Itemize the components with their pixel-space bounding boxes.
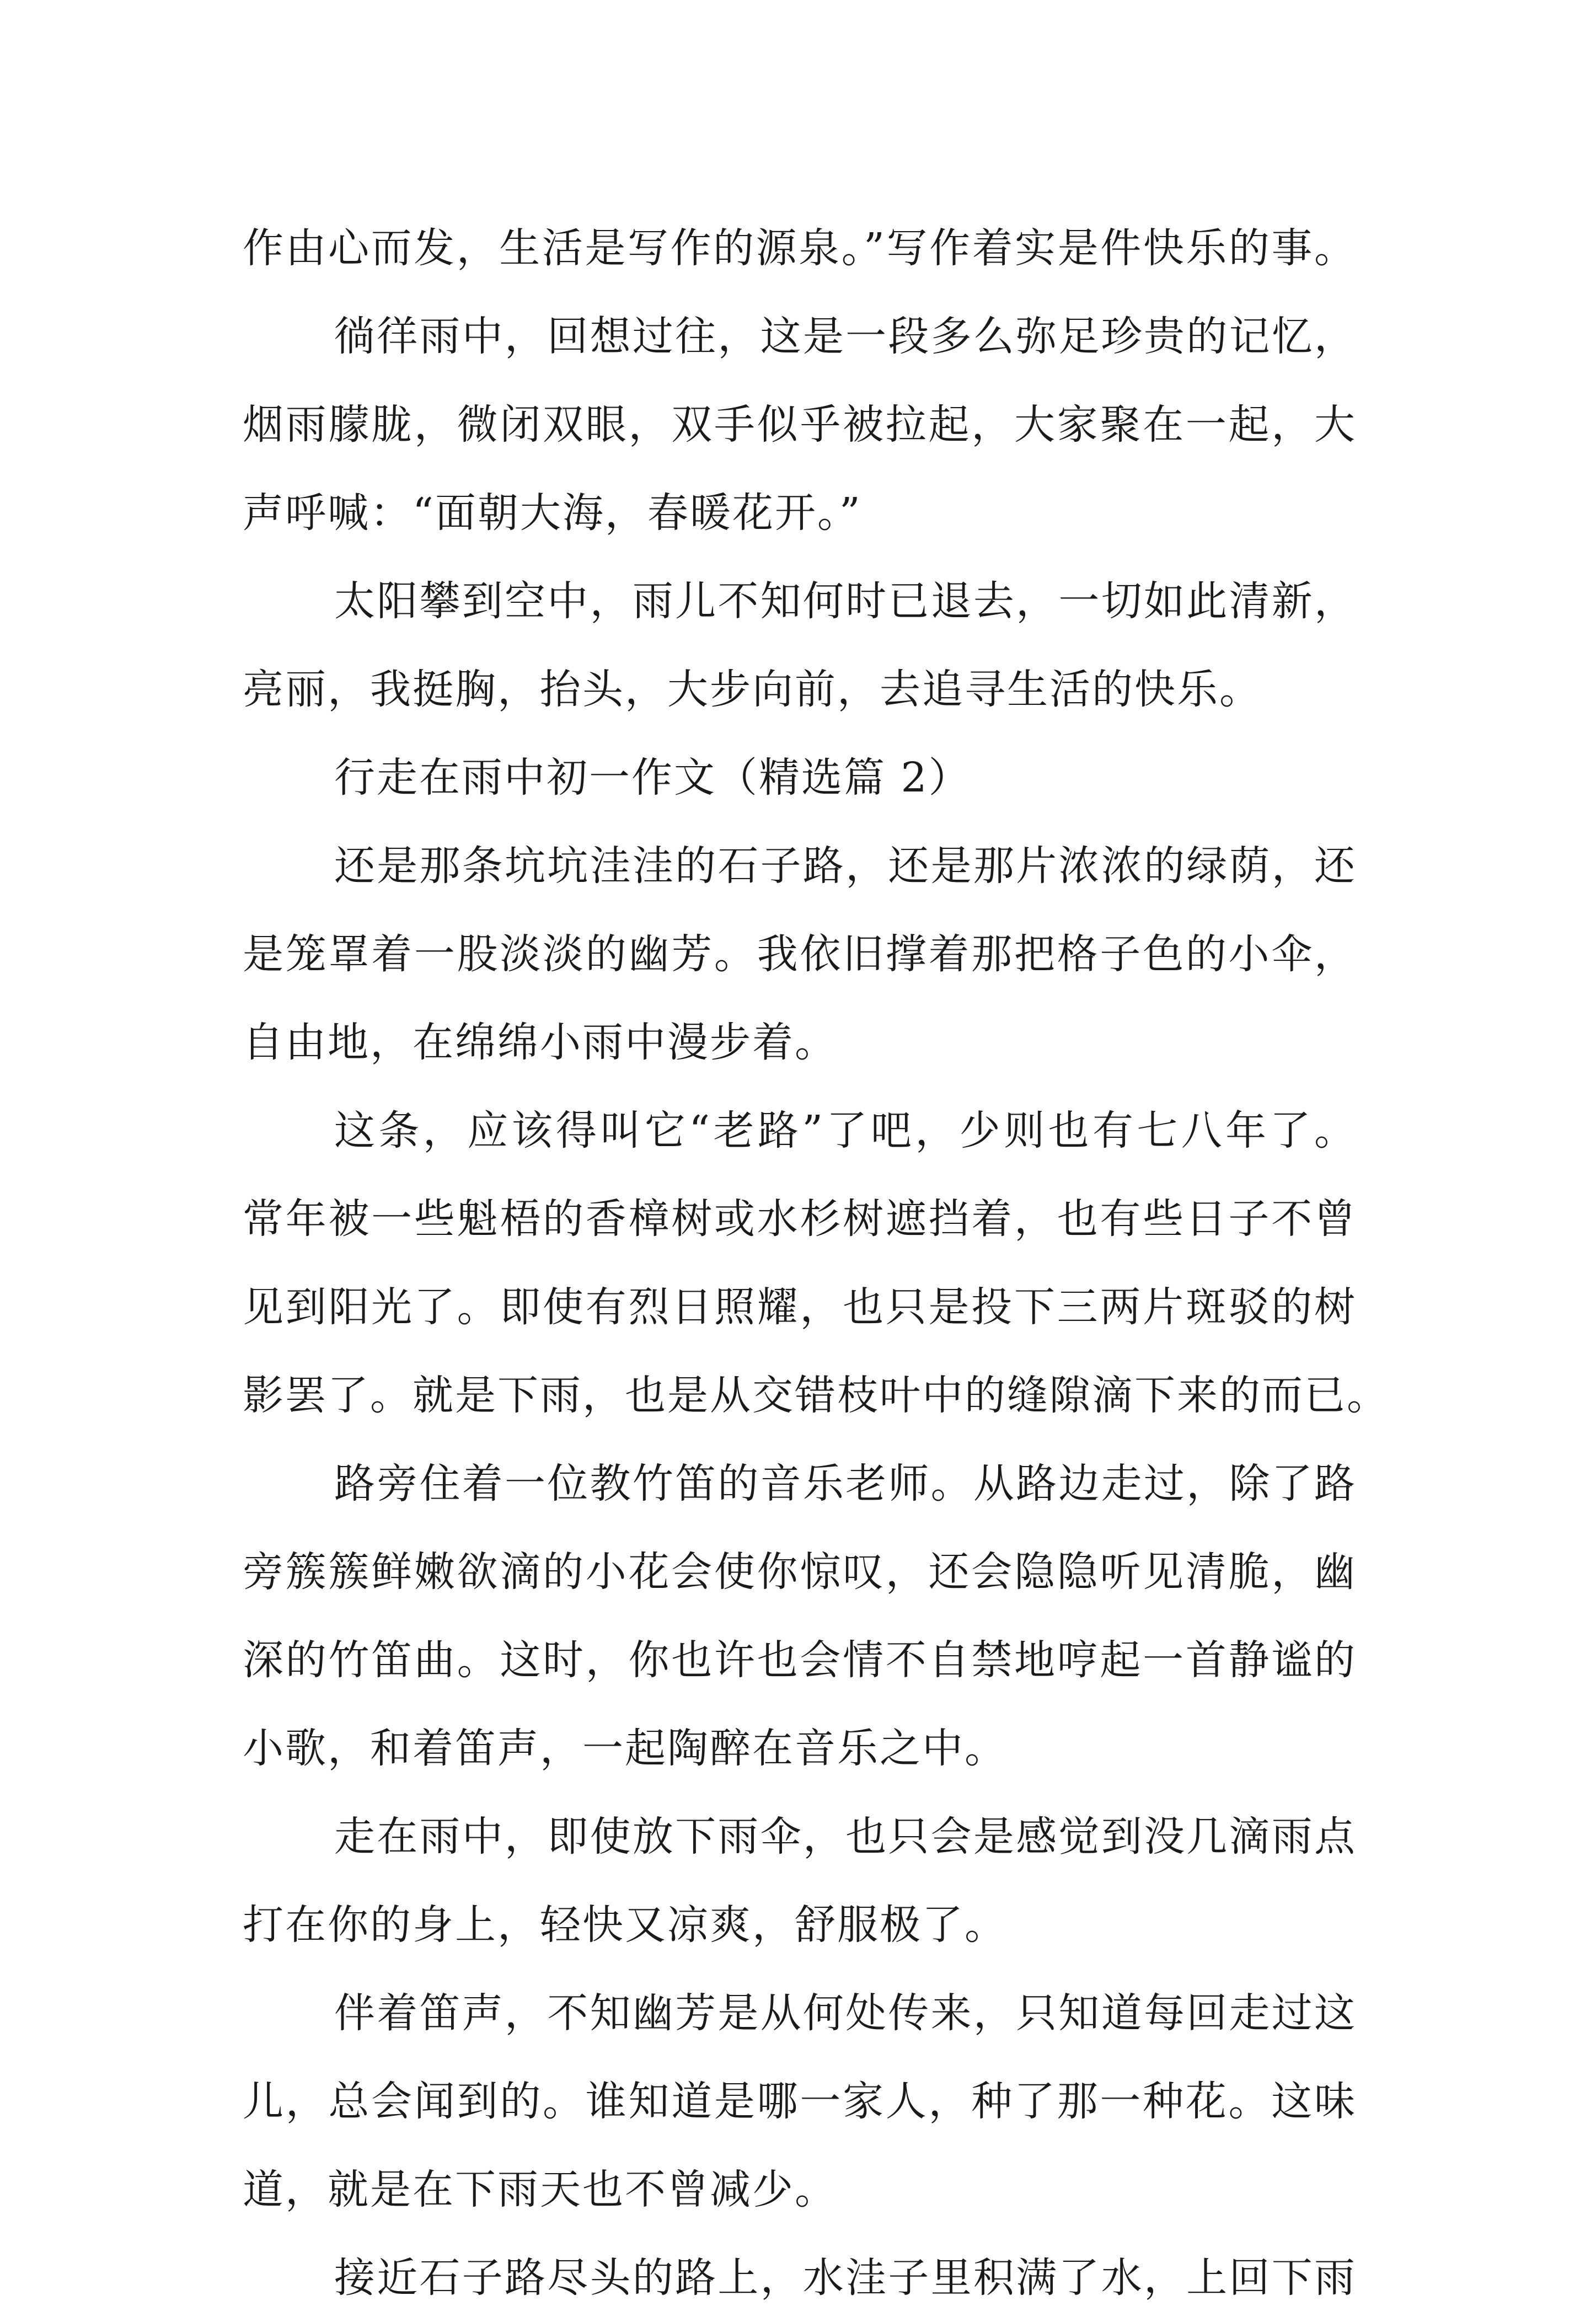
- text-line: 儿，总会闻到的。谁知道是哪一家人，种了那一种花。这味: [243, 2078, 1357, 2125]
- text-line: 道，就是在下雨天也不曾减少。: [243, 2166, 837, 2213]
- text-line: 亮丽，我挺胸，抬头，大步向前，去追寻生活的快乐。: [243, 666, 1262, 713]
- text-line: 旁簇簇鲜嫩欲滴的小花会使你惊叹，还会隐隐听见清脆，幽: [243, 1548, 1357, 1596]
- text-line: 徜徉雨中，回想过往，这是一段多么弥足珍贵的记忆，: [334, 313, 1357, 360]
- text-line: 太阳攀到空中，雨儿不知何时已退去，一切如此清新，: [334, 577, 1357, 625]
- text-line: 烟雨朦胧，微闭双眼，双手似乎被拉起，大家聚在一起，大: [243, 401, 1357, 448]
- document-body: [243, 204, 1389, 2322]
- text-line: 见到阳光了。即使有烈日照耀，也只是投下三两片斑驳的树: [243, 1283, 1357, 1331]
- text-line: 小歌，和着笛声，一起陶醉在音乐之中。: [243, 1725, 1007, 1772]
- text-line: 这条，应该得叫它“老路”了吧，少则也有七八年了。: [334, 1107, 1357, 1154]
- text-line: 路旁住着一位教竹笛的音乐老师。从路边走过，除了路: [334, 1460, 1357, 1507]
- text-line: 作由心而发，生活是写作的源泉。”写作着实是件快乐的事。: [243, 224, 1357, 272]
- section-heading: 行走在雨中初一作文（精选篇 2）: [334, 754, 971, 801]
- text-line: 还是那条坑坑洼洼的石子路，还是那片浓浓的绿荫，还: [334, 842, 1357, 890]
- text-line: 常年被一些魁梧的香樟树或水杉树遮挡着，也有些日子不曾: [243, 1195, 1357, 1243]
- text-line: 自由地，在绵绵小雨中漫步着。: [243, 1019, 837, 1066]
- text-line: 声呼喊：“面朝大海，春暖花开。”: [243, 489, 862, 537]
- text-line: 接近石子路尽头的路上，水洼子里积满了水，上回下雨: [334, 2254, 1357, 2302]
- text-line: 伴着笛声，不知幽芳是从何处传来，只知道每回走过这: [334, 1989, 1357, 2037]
- text-line: 深的竹笛曲。这时，你也许也会情不自禁地哼起一首静谧的: [243, 1636, 1357, 1684]
- text-line: 是笼罩着一股淡淡的幽芳。我依旧撑着那把格子色的小伞，: [243, 930, 1357, 978]
- text-line: 走在雨中，即使放下雨伞，也只会是感觉到没几滴雨点: [334, 1813, 1357, 1860]
- text-line: 打在你的身上，轻快又凉爽，舒服极了。: [243, 1901, 1007, 1949]
- text-line: 影罢了。就是下雨，也是从交错枝叶中的缝隙滴下来的而已。: [243, 1372, 1389, 1419]
